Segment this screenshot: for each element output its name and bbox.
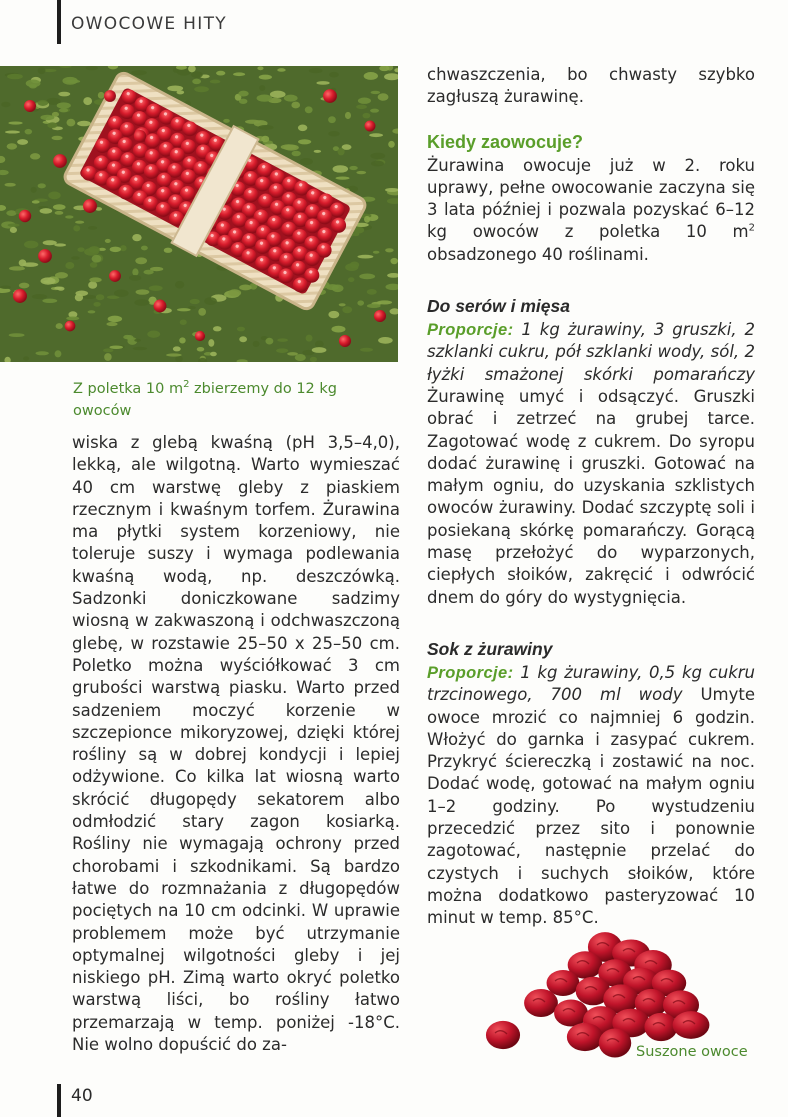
section-text-superscript: 2 bbox=[748, 222, 755, 234]
cranberry-basket-photo bbox=[0, 66, 398, 362]
section-text-pre: Żurawina owocuje już w 2. roku uprawy, pełne owocowanie zaczyna się 3 lata później i pozwala pozyskać 6–12 kg owoców z poletka 10 m bbox=[427, 155, 755, 242]
recipe2-instructions: Umyte owoce mrozić co najmniej 6 godzin. Włożyć do garnka i zasypać cukrem. Przykryć ściereczką i zostawić na noc. Dodać wodę, gotować na małym ogniu 1–2 godziny. Po wystudzeniu przecedzić przez sito i ponownie zagotować, następnie przelać do czystych i suchych słoików, które można dodatkowo pasteryzować 10 minut w temp. 85°C. bbox=[427, 685, 756, 928]
section-text-post: obsadzonego 40 roślinami. bbox=[427, 244, 649, 264]
caption-text-post: zbierzemy do 12 kg owoców bbox=[73, 380, 337, 419]
recipe1-proportions: 1 kg żurawiny, 3 gruszki, 2 szklanki cukru, pół szklanki wody, sól, 2 łyżki smażonej skórki pomarańczy bbox=[427, 320, 755, 384]
page-number-bar bbox=[57, 1084, 61, 1117]
right-column-intro: chwaszczenia, bo chwasty szybko zagłuszą żurawinę. bbox=[427, 65, 755, 107]
left-column-text: wiska z glebą kwaśną (pH 3,5–4,0), lekką, ale wilgotną. Warto wymieszać 40 cm warstwę gleby z piaskiem rzecznym i kwaśnym torfem. Żurawina ma płytki system korzeniowy, nie toleruje suszy i wymaga podlewania kwaśną wodą, np. deszczówką. Sadzonki doniczkowane sadzimy wiosną w zakwaszoną i odchwaszczoną glebę, w rozstawie 25–50 x 25–50 cm. Poletko można wyściółkować 3 cm grubości warstwą piasku. Warto przed sadzeniem moczyć korzenie w szczepionce mikoryzowej, dzięki której rośliny są w dobrej kondycji i lepiej odżywione. Co kilka lat wiosną warto skrócić długopędy sekatorem albo odmłodzić stary zagon kosiarką. Rośliny nie wymagają ochrony przed chorobami i szkodnikami. Są bardzo łatwe do rozmnażania z długopędów pociętych na 10 cm odcinki. W uprawie problemem może być utrzymanie optymalnej wilgotności gleby i jej niskiego pH. Zimą warto okryć poletko warstwą liści, bo rośliny łatwo przemarzają w temp. poniżej -18°C. Nie wolno dopuścić do za- bbox=[72, 433, 400, 1055]
recipe2-proportions-label: Proporcje: bbox=[427, 663, 514, 682]
caption-superscript: 2 bbox=[183, 379, 190, 390]
recipe-title-cheese-meat: Do serów i mięsa bbox=[427, 296, 570, 317]
left-column bbox=[72, 432, 400, 1056]
recipe-title-juice: Sok z żurawiny bbox=[427, 638, 553, 659]
section-text-when-fruit bbox=[427, 155, 755, 266]
section-heading-when-fruit: Kiedy zaowocuje? bbox=[427, 131, 584, 152]
recipe1-instructions: Żurawinę umyć i odsączyć. Gruszki obrać i zetrzeć na grubej tarce. Zagotować wodę z cukrem. Do syropu dodać żurawinę i gruszki. Gotować na małym ogniu, do uzyskania szklistych owoców żurawiny. Dodać szczyptę soli i posiekaną skórkę pomarańczy. Gorącą masę przełożyć do wyparzonych, ciepłych słoików, zakręcić i odwrócić dnem do góry do wystygnięcia. bbox=[427, 386, 755, 607]
photo-caption bbox=[73, 374, 383, 422]
dried-cranberries-image bbox=[455, 925, 725, 1060]
right-column bbox=[427, 64, 755, 930]
dried-fruit-caption: Suszone owoce bbox=[636, 1044, 748, 1060]
recipe-body-cheese-meat bbox=[427, 319, 755, 609]
recipe2-proportions: 1 kg żurawiny, 0,5 kg cukru trzcinowego, 700 ml wody bbox=[427, 662, 755, 705]
section-title: OWOCOWE HITY bbox=[71, 14, 227, 34]
caption-text-pre: Z poletka 10 m bbox=[73, 380, 184, 397]
page-number: 40 bbox=[71, 1086, 93, 1106]
recipe-body-juice bbox=[427, 662, 755, 930]
section-marker-bar bbox=[57, 0, 61, 44]
recipe1-proportions-label: Proporcje: bbox=[427, 321, 514, 340]
